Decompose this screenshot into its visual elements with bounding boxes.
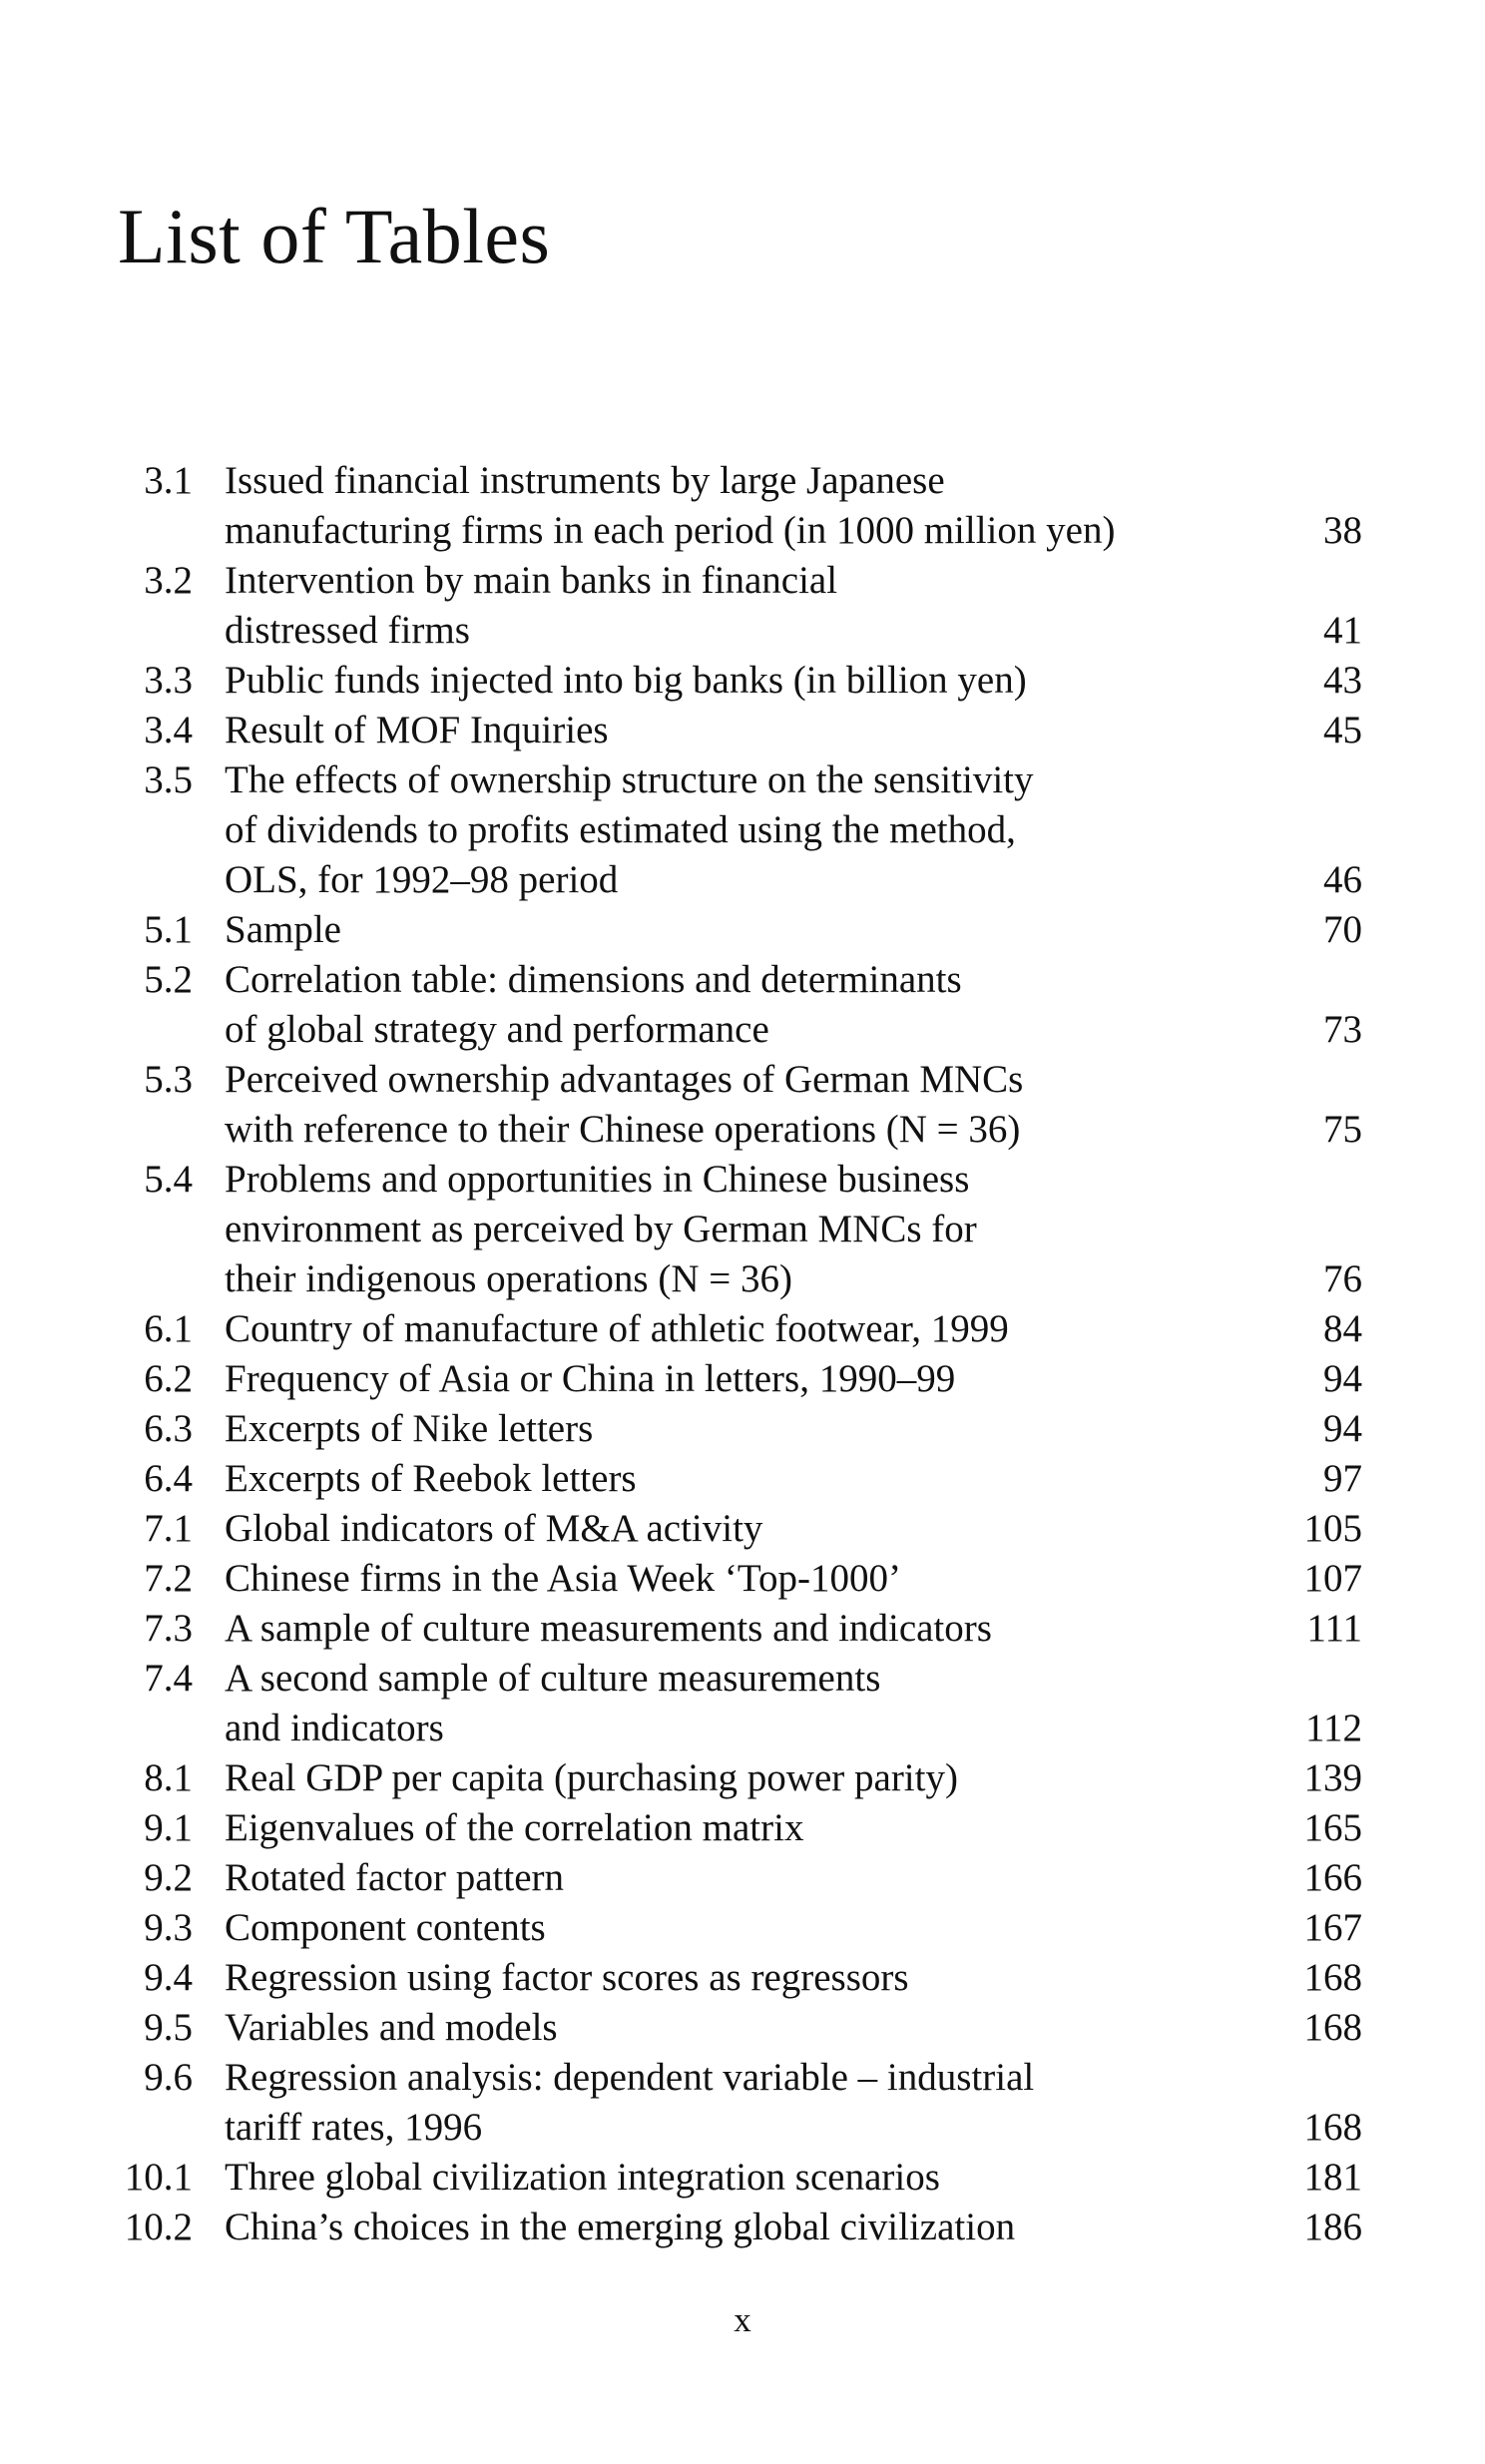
table-title-line: tariff rates, 1996 <box>225 2106 483 2149</box>
table-number: 6.3 <box>144 1407 193 1450</box>
table-number: 7.2 <box>144 1557 193 1600</box>
table-number: 10.1 <box>124 2156 193 2199</box>
table-number: 9.6 <box>144 2056 193 2099</box>
table-entry[interactable] <box>118 1404 1362 1454</box>
table-title-line: Regression analysis: dependent variable – industrial <box>225 2056 1035 2099</box>
table-title <box>193 1903 1252 1953</box>
table-title-line: Variables and models <box>225 2006 558 2049</box>
table-title-line: Sample <box>225 908 341 951</box>
table-list <box>118 456 1362 2252</box>
table-number: 9.3 <box>144 1906 193 1949</box>
table-title <box>193 1454 1252 1504</box>
table-title-line: OLS, for 1992–98 period <box>225 858 619 901</box>
table-title <box>193 706 1252 755</box>
table-title <box>193 1504 1252 1554</box>
page-reference: 38 <box>1323 509 1362 552</box>
page-reference: 105 <box>1303 1507 1362 1550</box>
table-title-line: Issued financial instruments by large Japanese <box>225 459 945 502</box>
page-reference: 41 <box>1323 609 1362 652</box>
table-number: 9.4 <box>144 1956 193 1999</box>
page-reference: 94 <box>1323 1357 1362 1400</box>
table-title-line: Public funds injected into big banks (in billion yen) <box>225 659 1027 702</box>
table-number: 6.4 <box>144 1457 193 1500</box>
table-number: 5.4 <box>144 1158 193 1201</box>
table-number: 9.5 <box>144 2006 193 2049</box>
table-title-line: of global strategy and performance <box>225 1008 769 1051</box>
table-title <box>193 556 1252 656</box>
page-reference: 112 <box>1304 1707 1362 1749</box>
table-title <box>193 456 1252 556</box>
table-number: 5.1 <box>144 908 193 951</box>
table-number: 8.1 <box>144 1756 193 1799</box>
table-entry[interactable] <box>118 456 1362 556</box>
table-number: 9.2 <box>144 1856 193 1899</box>
table-title <box>193 656 1252 706</box>
page-reference: 70 <box>1323 908 1362 951</box>
table-title-line: Problems and opportunities in Chinese business <box>225 1158 970 1201</box>
table-number: 6.1 <box>144 1307 193 1350</box>
table-title <box>193 1853 1252 1903</box>
table-title-line: A sample of culture measurements and indicators <box>225 1607 992 1650</box>
table-title-line: Rotated factor pattern <box>225 1856 565 1899</box>
table-entry[interactable] <box>118 1803 1362 1853</box>
table-entry[interactable] <box>118 1055 1362 1155</box>
page-reference: 165 <box>1303 1806 1362 1849</box>
page-reference: 97 <box>1323 1457 1362 1500</box>
table-title-line: The effects of ownership structure on the sensitivity <box>225 758 1034 801</box>
table-title <box>193 1803 1252 1853</box>
table-entry[interactable] <box>118 1604 1362 1654</box>
table-title <box>193 905 1252 955</box>
page-reference: 111 <box>1306 1607 1362 1650</box>
table-number: 3.4 <box>144 709 193 751</box>
table-title <box>193 1654 1252 1753</box>
table-title-line: Regression using factor scores as regressors <box>225 1956 909 1999</box>
page-reference: 166 <box>1303 1856 1362 1899</box>
table-title-line: environment as perceived by German MNCs for <box>225 1208 977 1250</box>
table-title-line: Excerpts of Nike letters <box>225 1407 594 1450</box>
table-title <box>193 755 1252 905</box>
page-reference: 84 <box>1323 1307 1362 1350</box>
page-reference: 168 <box>1303 2106 1362 2149</box>
table-title-line: Chinese firms in the Asia Week ‘Top-1000’ <box>225 1557 901 1600</box>
table-entry[interactable] <box>118 2003 1362 2053</box>
table-number: 7.4 <box>144 1657 193 1700</box>
table-entry[interactable] <box>118 706 1362 755</box>
table-title-line: Excerpts of Reebok letters <box>225 1457 637 1500</box>
table-title-line: distressed firms <box>225 609 470 652</box>
table-entry[interactable] <box>118 905 1362 955</box>
table-entry[interactable] <box>118 556 1362 656</box>
table-title-line: Eigenvalues of the correlation matrix <box>225 1806 804 1849</box>
table-title-line: and indicators <box>225 1707 444 1749</box>
table-number: 3.5 <box>144 758 193 801</box>
table-title-line: Country of manufacture of athletic footwear, 1999 <box>225 1307 1009 1350</box>
page-reference: 168 <box>1303 1956 1362 1999</box>
table-number: 3.2 <box>144 559 193 602</box>
table-title <box>193 2203 1252 2252</box>
table-number: 6.2 <box>144 1357 193 1400</box>
table-title-line: manufacturing firms in each period (in 1000 million yen) <box>225 509 1116 552</box>
page-reference: 94 <box>1323 1407 1362 1450</box>
table-entry[interactable] <box>118 1654 1362 1753</box>
table-title <box>193 1354 1252 1404</box>
table-entry[interactable] <box>118 1753 1362 1803</box>
table-entry[interactable] <box>118 656 1362 706</box>
table-title-line: Component contents <box>225 1906 546 1949</box>
table-title-line: China’s choices in the emerging global civilization <box>225 2206 1016 2248</box>
table-entry[interactable] <box>118 955 1362 1055</box>
table-title <box>193 1055 1252 1155</box>
page-reference: 43 <box>1323 659 1362 702</box>
table-title-line: with reference to their Chinese operations (N = 36) <box>225 1108 1021 1151</box>
table-entry[interactable] <box>118 1454 1362 1504</box>
table-title-line: A second sample of culture measurements <box>225 1657 881 1700</box>
table-entry[interactable] <box>118 1903 1362 1953</box>
table-entry[interactable] <box>118 2203 1362 2252</box>
table-title <box>193 1554 1252 1604</box>
table-title-line: of dividends to profits estimated using the method, <box>225 808 1016 851</box>
table-title <box>193 2003 1252 2053</box>
table-number: 3.3 <box>144 659 193 702</box>
table-title <box>193 955 1252 1055</box>
table-entry[interactable] <box>118 1504 1362 1554</box>
table-entry[interactable] <box>118 2053 1362 2153</box>
table-entry[interactable] <box>118 1853 1362 1903</box>
table-number: 5.3 <box>144 1058 193 1101</box>
table-title-line: Result of MOF Inquiries <box>225 709 609 751</box>
table-number: 7.3 <box>144 1607 193 1650</box>
page-reference: 73 <box>1323 1008 1362 1051</box>
table-title <box>193 1753 1252 1803</box>
page-reference: 168 <box>1303 2006 1362 2049</box>
table-title-line: Perceived ownership advantages of German MNCs <box>225 1058 1024 1101</box>
page-reference: 45 <box>1323 709 1362 751</box>
table-number: 5.2 <box>144 958 193 1001</box>
page-reference: 46 <box>1323 858 1362 901</box>
table-title-line: Frequency of Asia or China in letters, 1990–99 <box>225 1357 956 1400</box>
table-title-line: Intervention by main banks in financial <box>225 559 838 602</box>
table-entry[interactable] <box>118 1354 1362 1404</box>
table-number: 10.2 <box>124 2206 193 2248</box>
table-entry[interactable] <box>118 1155 1362 1304</box>
page-reference: 76 <box>1323 1257 1362 1300</box>
table-entry[interactable] <box>118 2153 1362 2203</box>
page-reference: 186 <box>1303 2206 1362 2248</box>
table-entry[interactable] <box>118 1304 1362 1354</box>
table-title <box>193 1304 1252 1354</box>
table-title-line: Three global civilization integration scenarios <box>225 2156 940 2199</box>
table-title-line: their indigenous operations (N = 36) <box>225 1257 792 1300</box>
table-title-line: Real GDP per capita (purchasing power parity) <box>225 1756 958 1799</box>
page-reference: 167 <box>1303 1906 1362 1949</box>
table-title <box>193 2153 1252 2203</box>
table-entry[interactable] <box>118 755 1362 905</box>
page-reference: 139 <box>1303 1756 1362 1799</box>
table-number: 3.1 <box>144 459 193 502</box>
page-reference: 107 <box>1303 1557 1362 1600</box>
page-number: x <box>734 2300 751 2339</box>
table-title <box>193 1155 1252 1304</box>
table-title-line: Correlation table: dimensions and determinants <box>225 958 962 1001</box>
table-number: 9.1 <box>144 1806 193 1849</box>
table-title <box>193 1404 1252 1454</box>
table-title <box>193 1604 1252 1654</box>
table-entry[interactable] <box>118 1554 1362 1604</box>
table-title-line: Global indicators of M&A activity <box>225 1507 763 1550</box>
table-number: 7.1 <box>144 1507 193 1550</box>
page-title: List of Tables <box>118 193 551 279</box>
table-title <box>193 2053 1252 2153</box>
page-reference: 75 <box>1323 1108 1362 1151</box>
page-reference: 181 <box>1303 2156 1362 2199</box>
table-title <box>193 1953 1252 2003</box>
table-entry[interactable] <box>118 1953 1362 2003</box>
